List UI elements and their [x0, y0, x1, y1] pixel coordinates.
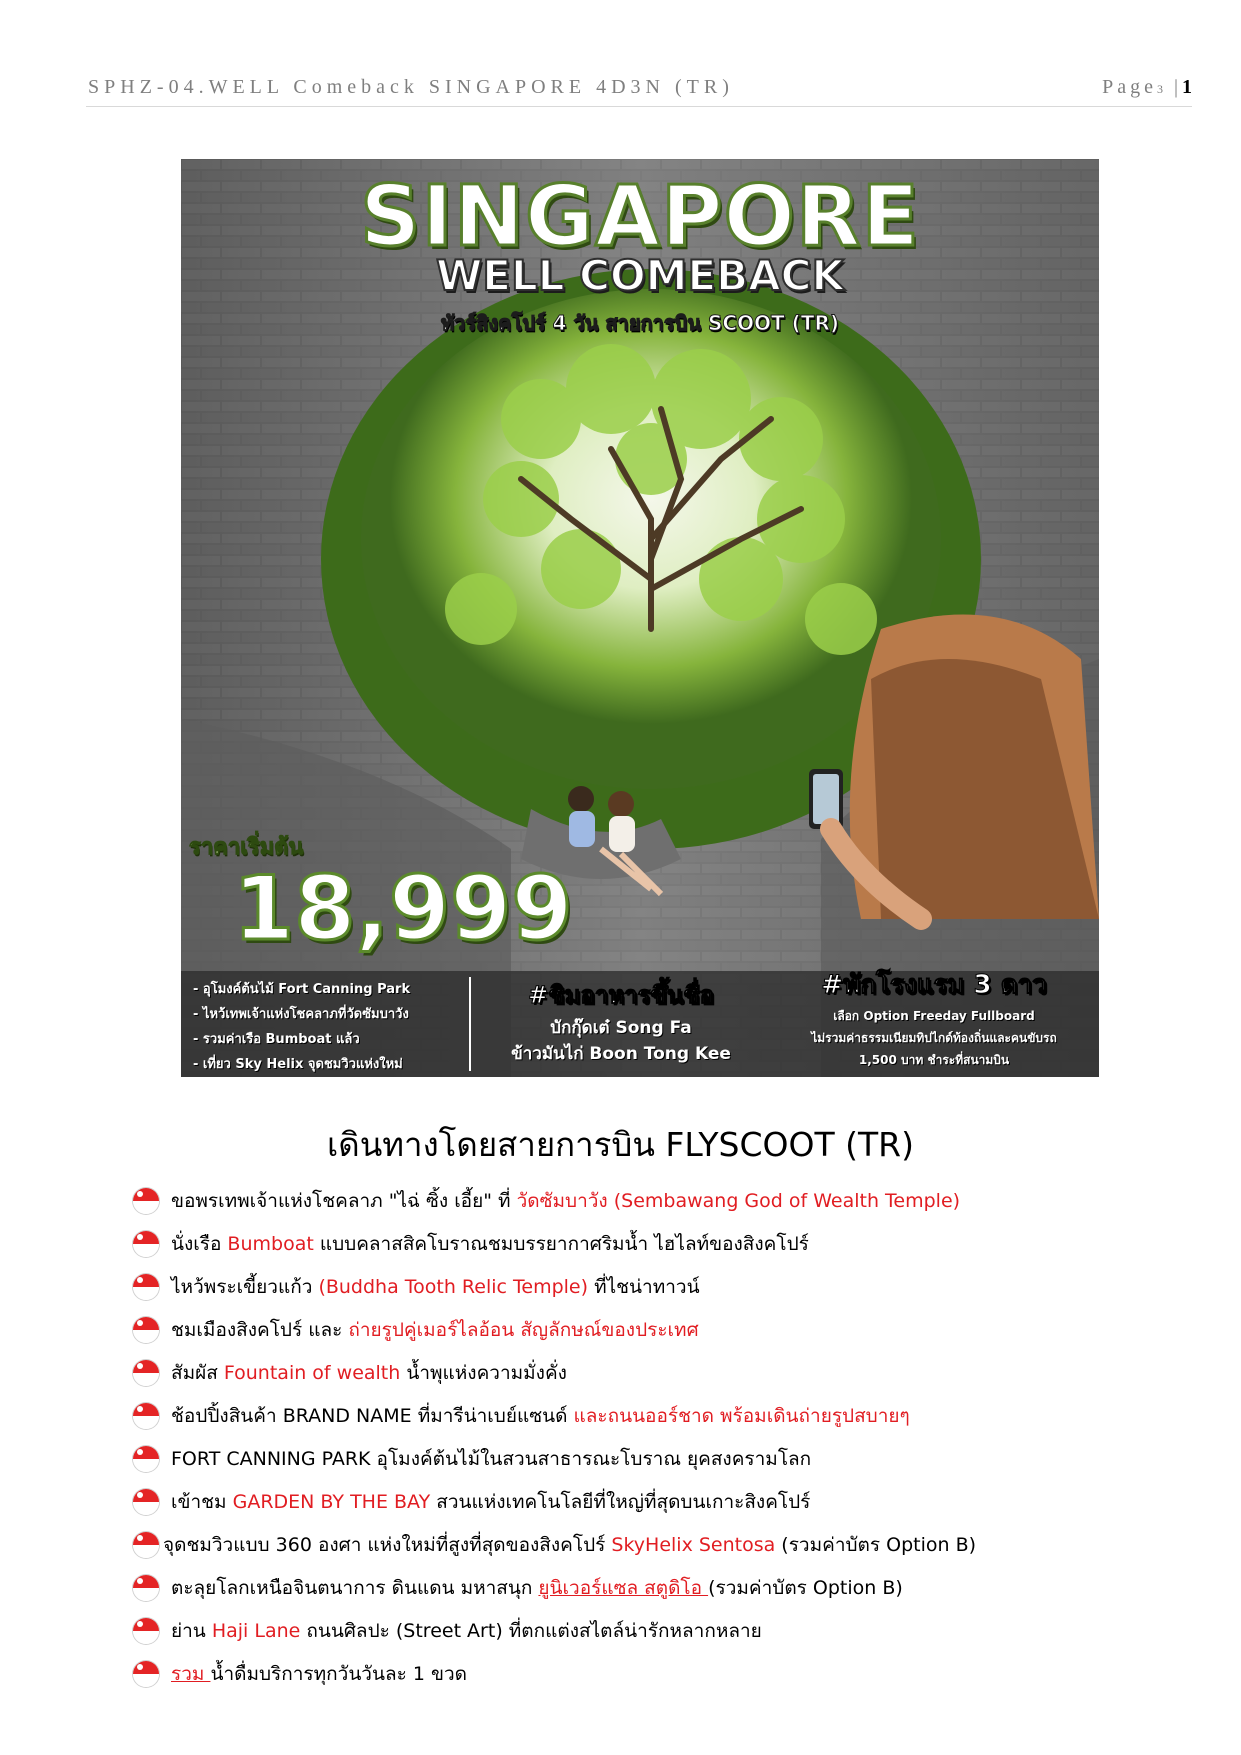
highlight-text: ตะลุยโลกเหนือจินตนาการ ดินแดน มหาสนุก: [171, 1577, 539, 1599]
list-item: [133, 1524, 1193, 1567]
list-item: [133, 1395, 1193, 1438]
poster-subtitle: WELL COMEBACK: [435, 251, 845, 300]
poster-bullet: - ไหว้เทพเจ้าแห่งโชคลาภที่วัดซัมบาวัง: [193, 1007, 409, 1022]
highlight-text: ไหว้พระเขี้ยวแก้ว: [171, 1276, 319, 1298]
singapore-flag-icon: [133, 1532, 159, 1558]
hotel-block: [769, 965, 1099, 1071]
food-tag: #ชิมอาหารขึ้นชื่อ: [528, 981, 714, 1009]
hotel-tag: #พักโรงแรม 3 ดาว: [821, 970, 1047, 1000]
food-line: บักกุ๊ดเต๋ Song Fa: [550, 1018, 692, 1038]
list-item: [133, 1653, 1193, 1696]
price-label: ราคาเริ่มต้น: [189, 835, 304, 860]
list-item: [133, 1309, 1193, 1352]
airline-heading: เดินทางโดยสายการบิน FLYSCOOT (TR): [327, 1125, 914, 1164]
highlight-text-tail: น้ำพุแห่งความมั่งคั่ง: [400, 1362, 567, 1384]
highlights-list: [133, 1180, 1193, 1696]
singapore-flag-icon: [133, 1188, 159, 1214]
highlight-emphasis: รวม: [171, 1663, 211, 1685]
highlight-text: ย่าน: [171, 1620, 212, 1642]
singapore-flag-icon: [133, 1446, 159, 1472]
list-item: [133, 1180, 1193, 1223]
highlight-text-tail: แบบคลาสสิคโบราณชมบรรยากาศริมน้ำ ไฮไลท์ของสิงคโปร์: [313, 1233, 809, 1255]
hotel-line: เลือก Option Freeday Fullboard: [833, 1009, 1035, 1023]
highlight-text-tail: (รวมค่าบัตร Option B): [708, 1577, 903, 1599]
poster-bullet: - อุโมงค์ต้นไม้ Fort Canning Park: [193, 982, 411, 997]
highlight-text-tail: น้ำดื่มบริการทุกวันวันละ 1 ขวด: [210, 1663, 467, 1685]
singapore-flag-icon: [133, 1360, 159, 1386]
page-small: 3: [1156, 82, 1165, 96]
highlight-text: ช้อปปิ้งสินค้า BRAND NAME ที่มารีน่าเบย์แซนด์: [171, 1405, 574, 1427]
singapore-flag-icon: [133, 1489, 159, 1515]
highlight-text-tail: ที่ไชน่าทาวน์: [588, 1276, 700, 1298]
poster-bullet-list: [193, 977, 410, 1077]
poster-bullet: - รวมค่าเรือ Bumboat แล้ว: [193, 1032, 360, 1047]
highlight-text-tail: (รวมค่าบัตร Option B): [775, 1534, 977, 1556]
highlight-emphasis: และถนนออร์ชาด พร้อมเดินถ่ายรูปสบายๆ: [573, 1405, 910, 1427]
highlight-text: เข้าชม: [171, 1491, 233, 1513]
page-label: Page: [1102, 76, 1157, 98]
tour-poster: [181, 159, 1099, 1077]
highlight-text-tail: สวนแห่งเทคโนโลยีที่ใหญ่ที่สุดบนเกาะสิงคโปร์: [430, 1491, 811, 1513]
singapore-flag-icon: [133, 1618, 159, 1644]
page-separator: |: [1173, 76, 1182, 98]
list-item: [133, 1352, 1193, 1395]
highlight-text: FORT CANNING PARK อุโมงค์ต้นไม้ในสวนสาธารณะโบราณ ยุคสงครามโลก: [171, 1448, 812, 1470]
page-header: [86, 76, 1192, 107]
list-item: [133, 1610, 1193, 1653]
list-item: [133, 1438, 1193, 1481]
singapore-flag-icon: [133, 1274, 159, 1300]
highlight-text: ขอพรเทพเจ้าแห่งโชคลาภ "ไฉ่ ซิ้ง เอี้ย" ที่: [171, 1190, 517, 1212]
highlight-text-tail: ถนนศิลปะ (Street Art) ที่ตกแต่งสไตล์น่ารักหลากหลาย: [300, 1620, 762, 1642]
price-value: 18,999: [233, 857, 573, 960]
list-item: [133, 1567, 1193, 1610]
highlight-emphasis: SkyHelix Sentosa: [611, 1534, 776, 1556]
highlight-emphasis: Haji Lane: [211, 1620, 301, 1642]
hotel-line: 1,500 บาท ชำระที่สนามบิน: [858, 1053, 1010, 1067]
list-item: [133, 1266, 1193, 1309]
list-item: [133, 1223, 1193, 1266]
poster-title: SINGAPORE: [359, 167, 921, 265]
food-block: [471, 975, 771, 1067]
singapore-flag-icon: [133, 1403, 159, 1429]
singapore-flag-icon: [133, 1575, 159, 1601]
poster-bullet: - เที่ยว Sky Helix จุดชมวิวแห่งใหม่: [193, 1057, 403, 1072]
highlight-emphasis: (Buddha Tooth Relic Temple): [318, 1276, 589, 1298]
highlight-emphasis: Bumboat: [227, 1233, 314, 1255]
highlight-emphasis: ยูนิเวอร์แซล สตูดิโอ: [538, 1577, 709, 1599]
highlight-emphasis: Fountain of wealth: [223, 1362, 401, 1384]
page-number: 1: [1182, 76, 1192, 98]
highlight-text: จุดชมวิวแบบ 360 องศา แห่งใหม่ที่สูงที่สุดของสิงคโปร์: [163, 1534, 612, 1556]
list-item: [133, 1481, 1193, 1524]
highlight-text: ชมเมืองสิงคโปร์ และ: [171, 1319, 349, 1341]
highlight-emphasis: GARDEN BY THE BAY: [232, 1491, 431, 1513]
food-line: ข้าวมันไก่ Boon Tong Kee: [511, 1044, 731, 1064]
document-title: SPHZ-04.WELL Comeback SINGAPORE 4D3N (TR): [88, 76, 734, 98]
highlight-emphasis: ถ่ายรูปคู่เมอร์ไลอ้อน สัญลักษณ์ของประเทศ: [348, 1319, 699, 1341]
hotel-line: ไม่รวมค่าธรรมเนียมทิปไกด์ท้องถิ่นและคนขับรถ: [811, 1031, 1057, 1045]
singapore-flag-icon: [133, 1661, 159, 1687]
highlight-text: นั่งเรือ: [171, 1233, 228, 1255]
page-indicator: [1102, 76, 1192, 99]
highlight-text: สัมผัส: [171, 1362, 224, 1384]
singapore-flag-icon: [133, 1317, 159, 1343]
singapore-flag-icon: [133, 1231, 159, 1257]
highlight-emphasis: วัดซัมบาวัง (Sembawang God of Wealth Temple): [516, 1190, 961, 1212]
poster-tagline: ทัวร์สิงคโปร์ 4 วัน สายการบิน SCOOT (TR): [441, 311, 839, 335]
